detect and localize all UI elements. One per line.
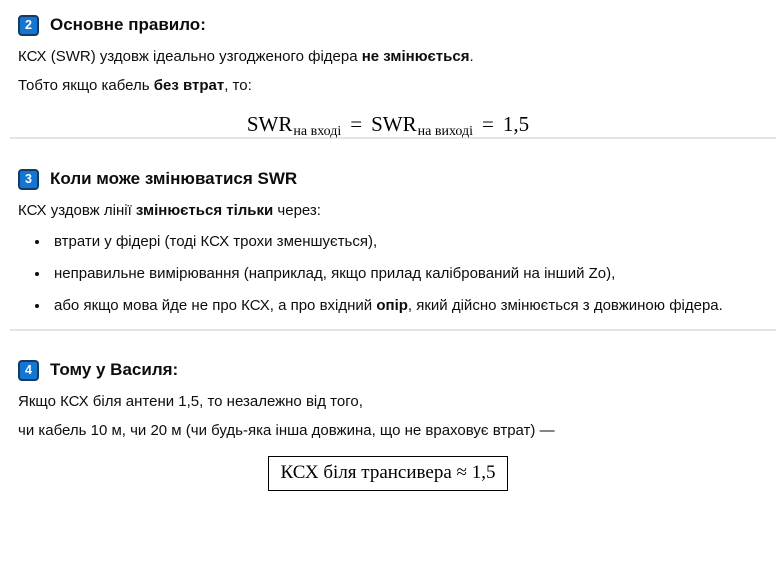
section-conclusion-title: Тому у Василя:	[50, 360, 179, 379]
list-item	[50, 233, 758, 251]
bullet-3-text: або якщо мова йде не про КСХ, а про вхідний	[54, 297, 377, 314]
rule-p1-text: КСХ (SWR) уздовж ідеально узгодженого фідера	[18, 48, 362, 65]
list-item	[50, 265, 758, 283]
section-main-rule-heading	[18, 13, 758, 37]
bullet-1-text: втрати у фідері (тоді КСХ трохи зменшується),	[54, 233, 378, 250]
bullet-2-text: неправильне вимірювання (наприклад, якщо прилад калібрований на інший Zo),	[54, 265, 616, 282]
rule-p2-bold: без втрат	[153, 77, 225, 94]
rule-paragraph-2	[18, 77, 758, 95]
numbered-badge-2-icon: 2	[18, 15, 39, 36]
formula-sub-input: на вході	[293, 124, 342, 139]
bullet-3-end: , який дійсно змінюється з довжиною фідера.	[407, 297, 723, 314]
when-intro-end: через:	[273, 202, 321, 219]
formula-equals-2: =	[482, 112, 494, 136]
section-when-heading	[18, 167, 758, 191]
formula-block	[18, 112, 758, 137]
formula-term-swr-in: SWR	[246, 112, 293, 136]
rule-p2-end: , то:	[224, 77, 252, 94]
numbered-badge-4-icon: 4	[18, 360, 39, 381]
rule-p2-text: Тобто якщо кабель	[18, 77, 154, 94]
numbered-badge-3-icon: 3	[18, 169, 39, 190]
when-intro-text: КСХ уздовж лінії	[18, 202, 136, 219]
section-when-swr-changes	[0, 167, 776, 315]
section-when-title: Коли може змінюватися SWR	[50, 169, 298, 188]
list-item	[50, 297, 758, 315]
section-main-rule-title: Основне правило:	[50, 15, 206, 34]
formula-term-swr-out: SWR	[371, 112, 417, 136]
when-intro-paragraph	[18, 202, 758, 220]
boxed-formula-block	[18, 456, 758, 491]
section-divider	[10, 137, 776, 139]
ksx-transceiver-formula: КСХ біля трансивера ≈ 1,5	[268, 456, 509, 491]
formula-value: 1,5	[502, 112, 530, 136]
rule-p1-end: .	[469, 48, 474, 65]
formula-sub-output: на виході	[417, 124, 474, 139]
swr-equality-formula	[246, 112, 530, 139]
rule-p1-bold: не змінюється	[361, 48, 470, 65]
reasons-list	[18, 233, 758, 315]
bullet-3-bold: опір	[376, 297, 408, 314]
section-conclusion	[0, 358, 776, 491]
when-intro-bold: змінюється тільки	[135, 202, 274, 219]
rule-paragraph-1	[18, 48, 758, 66]
section-divider	[10, 329, 776, 331]
conclusion-paragraph-2: чи кабель 10 м, чи 20 м (чи будь-яка інша довжина, що не враховує втрат) —	[18, 422, 555, 439]
section-conclusion-heading	[18, 358, 758, 382]
section-main-rule	[0, 13, 776, 137]
chat-message-document	[0, 13, 776, 573]
conclusion-paragraph-1: Якщо КСХ біля антени 1,5, то незалежно від того,	[18, 393, 363, 410]
formula-equals-1: =	[350, 112, 363, 136]
